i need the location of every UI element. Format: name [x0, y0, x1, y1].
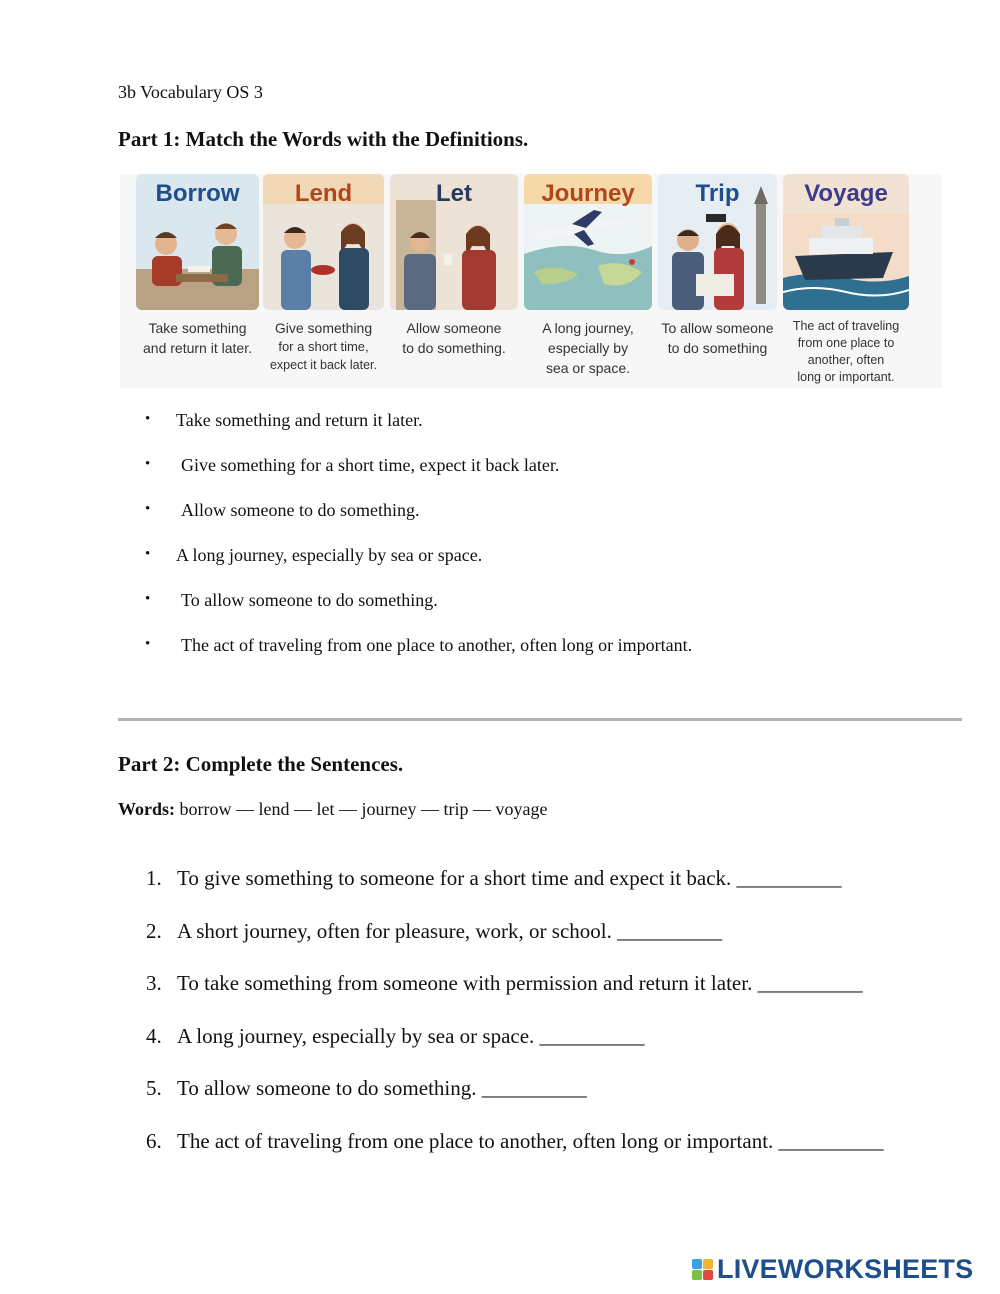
- card-definition: [136, 318, 259, 358]
- card-word: Journey: [541, 180, 635, 207]
- list-item: • Give something for a short time, expect it back later.: [145, 455, 560, 475]
- brand-name: LIVEWORKSHEETS: [717, 1253, 974, 1284]
- definition-line: The act of traveling: [792, 319, 900, 333]
- card-definition: [524, 318, 652, 378]
- card-word: Lend: [294, 180, 353, 207]
- definition-line: sea or space.: [545, 360, 631, 376]
- document-title: 3b Vocabulary OS 3: [118, 82, 263, 102]
- card-definition: [658, 318, 777, 358]
- sentence-number: 6.: [146, 1128, 162, 1153]
- list-item: • The act of traveling from one place to another, often long or important.: [145, 635, 693, 655]
- card-word: Let: [436, 180, 472, 207]
- definition-bullet-list: [145, 410, 945, 680]
- definition-line: expect it back later.: [269, 358, 377, 372]
- list-item: • Take something and return it later.: [145, 410, 423, 430]
- sentence-item: 1. To give something to someone for a short time and expect it back. __________: [146, 866, 842, 890]
- card-borrow: [136, 174, 259, 388]
- list-item: • Allow someone to do something.: [145, 500, 420, 520]
- definition-line: to do something: [667, 340, 768, 356]
- definition-line: to do something.: [402, 340, 506, 356]
- definition-line: Take something: [148, 320, 247, 336]
- sentence-list: [146, 866, 986, 1181]
- sentence-item: 3. To take something from someone with permission and return it later. __________: [146, 971, 863, 995]
- card-trip: [658, 174, 777, 388]
- part2-heading: Part 2: Complete the Sentences.: [118, 752, 404, 776]
- sentence-number: 3.: [146, 971, 162, 995]
- definition-line: long or important.: [797, 370, 895, 384]
- bullet-icon: •: [145, 636, 151, 652]
- bullet-icon: •: [145, 501, 151, 517]
- definition-line: especially by: [547, 340, 629, 356]
- card-lend: [263, 174, 384, 388]
- logo-square: [692, 1270, 702, 1280]
- sentence-item: 6. The act of traveling from one place to another, often long or important. __________: [146, 1128, 884, 1153]
- logo-square: [703, 1259, 713, 1269]
- definition-line: A long journey,: [542, 320, 634, 336]
- section-divider: [118, 718, 962, 721]
- card-definition: [263, 318, 384, 374]
- sentence-number: 1.: [146, 866, 162, 890]
- sentence-item: 5. To allow someone to do something. __________: [146, 1076, 587, 1100]
- definition-line: To allow someone: [661, 320, 774, 336]
- sentence-item: 4. A long journey, especially by sea or space. __________: [146, 1023, 645, 1048]
- sentence-number: 2.: [146, 918, 162, 943]
- sentence-number: 5.: [146, 1076, 162, 1100]
- word-bank-list: borrow — lend — let — journey — trip — voyage: [175, 799, 548, 819]
- card-word: Trip: [695, 180, 740, 207]
- card-journey: [524, 174, 652, 388]
- card-word: Borrow: [155, 180, 240, 207]
- sentence-item: 2. A short journey, often for pleasure, work, or school. __________: [146, 918, 723, 943]
- bullet-icon: •: [145, 591, 151, 607]
- word-bank: [118, 799, 547, 820]
- list-item: • To allow someone to do something.: [145, 590, 438, 610]
- bullet-icon: •: [145, 546, 151, 562]
- bullet-icon: •: [145, 456, 151, 472]
- logo-mark-icon: [692, 1259, 713, 1280]
- bullet-icon: •: [145, 411, 151, 427]
- part1-heading: Part 1: Match the Words with the Definitions.: [118, 127, 529, 151]
- definition-line: Allow someone: [406, 320, 502, 336]
- logo-square: [703, 1270, 713, 1280]
- sentence-number: 4.: [146, 1023, 162, 1048]
- card-voyage: [783, 174, 909, 388]
- vocabulary-picture-strip: [120, 174, 942, 388]
- definition-line: Give something: [274, 320, 373, 336]
- card-word: Voyage: [804, 180, 888, 207]
- definition-line: from one place to: [797, 336, 895, 350]
- definition-line: another, often: [807, 353, 885, 367]
- card-let: [390, 174, 518, 388]
- definition-line: and return it later.: [143, 340, 252, 356]
- list-item: • A long journey, especially by sea or space.: [145, 545, 483, 565]
- definition-line: for a short time,: [278, 339, 369, 354]
- logo-square: [692, 1259, 702, 1269]
- liveworksheets-logo: [692, 1254, 973, 1284]
- card-definition: [783, 318, 909, 386]
- word-bank-label: Words:: [118, 799, 176, 819]
- card-definition: [390, 318, 518, 358]
